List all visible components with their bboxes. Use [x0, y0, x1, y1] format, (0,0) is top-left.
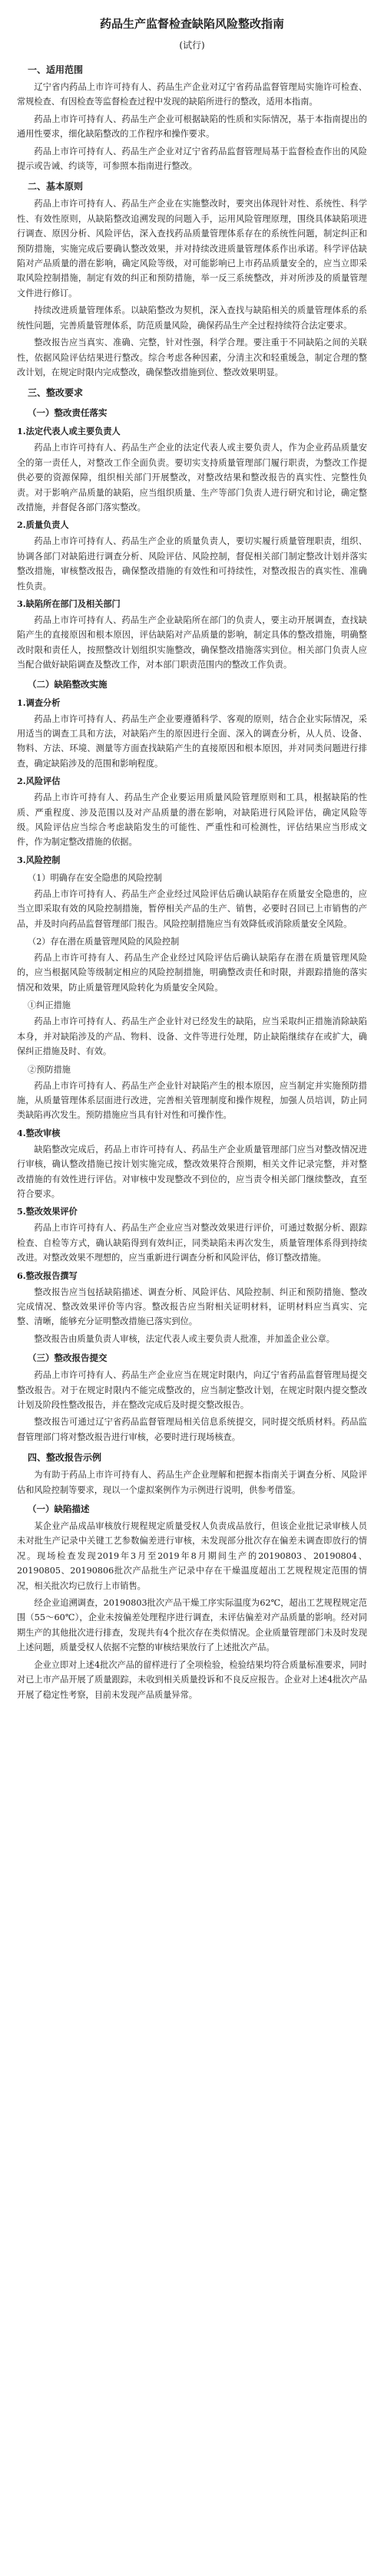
paragraph: 药品上市许可持有人、药品生产企业的质量负责人，要切实履行质量管理职责，组织、协调各部门对缺陷进行调查分析、风险评估、风险控制，督促相关部门制定整改计划并落实整改措施，审核整改报告，确保整改措施的有效性和可持续性，对整改报告的真实性、准确性负责。 — [17, 536, 367, 591]
section-heading-requirements: 三、整改要求 — [28, 387, 84, 399]
section-heading-example: 四、整改报告示例 — [28, 1452, 102, 1464]
paragraph: 药品上市许可持有人、药品生产企业可根据缺陷的性质和实际情况，基于本指南提出的通用性要求，细化缺陷整改的工作程序和操作要求。 — [17, 114, 367, 140]
document-title: 药品生产监督检查缺陷风险整改指南 — [99, 17, 284, 31]
sub-item-heading: （1）明确存在安全隐患的风险控制 — [28, 872, 162, 883]
paragraph: 药品上市许可持有人、药品生产企业的法定代表人或主要负责人，作为企业药品质量安全的第一责任人，对整改工作全面负责。要切实支持质量管理部门履行职责，为整改工作提供必要的资源保障，组织相关部门开展整改，对整改结果和整改报告的真实性、完整性负责。对于影响产品质量的缺陷，应当组织质量、生产等部门负责人进行研究和讨论，确定整改措施，并督促各部门落实整改。 — [17, 443, 367, 512]
paragraph: 药品上市许可持有人、药品生产企业缺陷所在部门的负责人，要主动开展调查，查找缺陷产生的直接原因和根本原因，评估缺陷对产品质量的影响，制定具体的整改措施，明确整改时限和责任人，按照整改计划组织实施整改，确保整改措施落实到位。相关部门负责人应当配合做好缺陷调查及整改工作，对本部门职责范围内的整改工作负责。 — [17, 614, 367, 670]
section-heading-principles: 二、基本原则 — [28, 181, 84, 193]
paragraph: 药品上市许可持有人、药品生产企业经过风险评估后确认缺陷存在潜在质量管理风险的，应当根据风险等级制定相应的风险控制措施，明确整改责任和时限，并跟踪措施的落实情况和效果，防止质量管理风险转化为质量安全风险。 — [17, 953, 367, 993]
paragraph: 持续改进质量管理体系。以缺陷整改为契机，深入查找与缺陷相关的质量管理体系的系统性问题，完善质量管理体系，防范质量风险，确保药品生产全过程持续符合法定要求。 — [17, 305, 367, 331]
sub-item-heading: ②预防措施 — [28, 1064, 71, 1075]
item-heading: 1.调查分析 — [17, 697, 61, 708]
paragraph: 药品上市许可持有人、药品生产企业应当对整改效果进行评价，可通过数据分析、跟踪检查、自检等方式，确认缺陷得到有效纠正，同类缺陷未再次发生，质量管理体系得到持续改进。对整改效果不理想的，应当重新进行调查分析和风险评估，修订整改措施。 — [17, 1223, 367, 1263]
paragraph: 药品上市许可持有人、药品生产企业应当在规定时限内，向辽宁省药品监督管理局提交整改报告。对于在规定时限内不能完成整改的，应当制定整改计划，在规定时限内提交整改计划及阶段性整改报告，并在整改完成后及时提交整改报告。 — [17, 1370, 367, 1410]
subsection-heading: （一）整改责任落实 — [28, 407, 108, 419]
document-subtitle: (试行) — [179, 40, 205, 51]
item-heading: 4.整改审核 — [17, 1127, 61, 1138]
subsection-heading: （二）缺陷整改实施 — [28, 678, 108, 690]
item-heading: 3.风险控制 — [17, 854, 61, 865]
subsection-heading: （三）整改报告提交 — [28, 1352, 108, 1364]
item-heading: 6.整改报告撰写 — [17, 1270, 78, 1281]
paragraph: 药品上市许可持有人、药品生产企业针对已经发生的缺陷，应当采取纠正措施消除缺陷本身，并对缺陷涉及的产品、物料、设备、文件等进行处理，防止缺陷继续存在或扩大，确保纠正措施及时、有效。 — [17, 1016, 367, 1057]
section-heading-scope: 一、适用范围 — [28, 64, 84, 75]
subsection-heading: （一）缺陷描述 — [28, 1504, 90, 1515]
paragraph: 整改报告由质量负责人审核，法定代表人或主要负责人批准，并加盖企业公章。 — [34, 1333, 335, 1344]
paragraph: 辽宁省内药品上市许可持有人、药品生产企业对辽宁省药品监督管理局实施许可检查、常规检查、有因检查等监督检查过程中发现的缺陷所进行的整改，适用本指南。 — [17, 82, 367, 107]
paragraph: 整改报告应当包括缺陷描述、调查分析、风险评估、风险控制、纠正和预防措施、整改完成情况、整改效果评价等内容。整改报告应当附相关证明材料，证明材料应当真实、完整、清晰，能够充分证明整改措施已落实到位。 — [17, 1286, 367, 1327]
item-heading: 2.风险评估 — [17, 776, 61, 787]
paragraph: 药品上市许可持有人、药品生产企业要运用质量风险管理原则和工具，根据缺陷的性质、严重程度、涉及范围以及对产品质量的潜在影响，对缺陷进行风险评估，确定风险等级。风险评估应当综合考虑缺陷发生的可能性、严重性和可检测性，评估结果应当形成文件，作为制定整改措施的依据。 — [17, 792, 367, 848]
paragraph: 企业立即对上述4批次产品的留样进行了全项检验，检验结果均符合质量标准要求，同时对已上市产品开展了质量跟踪，未收到相关质量投诉和不良反应报告。企业对上述4批次产品开展了稳定性考察，目前未发现产品质量异常。 — [17, 1659, 367, 1700]
paragraph: 药品上市许可持有人、药品生产企业在实施整改时，要突出体现针对性、系统性、科学性、有效性原则，从缺陷整改追溯发现的问题入手，运用风险管理原理，围绕具体缺陷项进行调查、原因分析、风险评估，深入查找药品质量管理体系存在的系统性问题，制定纠正和预防措施，实施完成后要确认整改效果，并对持续改进质量管理体系作出承诺。科学评估缺陷对产品质量的潜在影响，确定风险等级，对可能影响已上市药品质量安全的，应当立即采取风险控制措施，制定有效的纠正和预防措施，举一反三系统整改，并对所涉及的质量管理文件进行修订。 — [17, 199, 367, 298]
item-heading: 2.质量负责人 — [17, 519, 69, 531]
item-heading: 1.法定代表人或主要负责人 — [17, 426, 121, 437]
paragraph: 药品上市许可持有人、药品生产企业针对缺陷产生的根本原因，应当制定并实施预防措施，从质量管理体系层面进行改进，完善相关管理制度和操作规程，加强人员培训，防止同类缺陷再次发生。预防措施应当具有针对性和可操作性。 — [17, 1080, 367, 1121]
paragraph: 某企业产品成品审核放行规程规定质量受权人负责成品放行，但该企业批记录审核人员未对批生产记录中关键工艺参数偏差进行审核，未发现部分批次存在偏差未调查即放行的情况。现场检查发现2019年3月至2019年8月期间生产的20190803、20190804、20190805、20190806批次产品批生产记录中存在干燥温度超出工艺规程规定范围的情况，相关批次均已放行上市销售。 — [17, 1521, 367, 1591]
sub-item-heading: ①纠正措施 — [28, 1000, 71, 1011]
item-heading: 3.缺陷所在部门及相关部门 — [17, 598, 121, 609]
paragraph: 缺陷整改完成后，药品上市许可持有人、药品生产企业质量管理部门应当对整改情况进行审核，确认整改措施已按计划实施完成，整改效果符合预期，相关文件记录完整，并对整改措施的有效性进行评估。对审核中发现整改不到位的，应当责令相关部门继续整改，直至符合要求。 — [17, 1144, 367, 1199]
paragraph: 经企业追溯调查，20190803批次产品干燥工序实际温度为62℃，超出工艺规程规定范围（55～60℃），企业未按偏差处理程序进行调查，未评估偏差对产品质量的影响。经对同期生产的其他批次进行排查，发现共有4个批次存在类似情况。企业质量管理部门未及时发现上述问题，质量受权人依据不完整的审核结果放行了上述批次产品。 — [17, 1598, 367, 1653]
sub-item-heading: （2）存在潜在质量管理风险的风险控制 — [28, 937, 180, 947]
paragraph: 药品上市许可持有人、药品生产企业经过风险评估后确认缺陷存在质量安全隐患的，应当立即采取有效的风险控制措施，暂停相关产品的生产、销售，必要时召回已上市销售的产品，并及时向药品监督管理部门报告。风险控制措施应当有效降低或消除质量安全风险。 — [17, 888, 367, 929]
paragraph: 药品上市许可持有人、药品生产企业要遵循科学、客观的原则，结合企业实际情况，采用适当的调查工具和方法，对缺陷产生的原因进行全面、深入的调查分析，从人员、设备、物料、方法、环境、测量等方面查找缺陷产生的直接原因和根本原因，并对同类问题进行排查，确定缺陷涉及的范围和影响程度。 — [17, 713, 367, 769]
paragraph: 为有助于药品上市许可持有人、药品生产企业理解和把握本指南关于调查分析、风险评估和风险控制等要求，现以一个虚拟案例作为示例进行说明，供参考借鉴。 — [17, 1470, 367, 1495]
paragraph: 整改报告可通过辽宁省药品监督管理局相关信息系统提交，同时提交纸质材料。药品监督管理部门将对整改报告进行审核，必要时进行现场核查。 — [17, 1417, 367, 1442]
paragraph: 整改报告应当真实、准确、完整，针对性强，科学合理。要注重于不同缺陷之间的关联性，依据风险评估结果进行整改。综合考虑各种因素，分清主次和轻重缓急，制定合理的整改计划，在规定时限内完成整改，确保整改措施到位、整改效果明显。 — [17, 338, 367, 377]
paragraph: 药品上市许可持有人、药品生产企业对辽宁省药品监督管理局基于监督检查作出的风险提示或告诫、约谈等，可参照本指南进行整改。 — [17, 146, 367, 172]
item-heading: 5.整改效果评价 — [17, 1206, 78, 1217]
